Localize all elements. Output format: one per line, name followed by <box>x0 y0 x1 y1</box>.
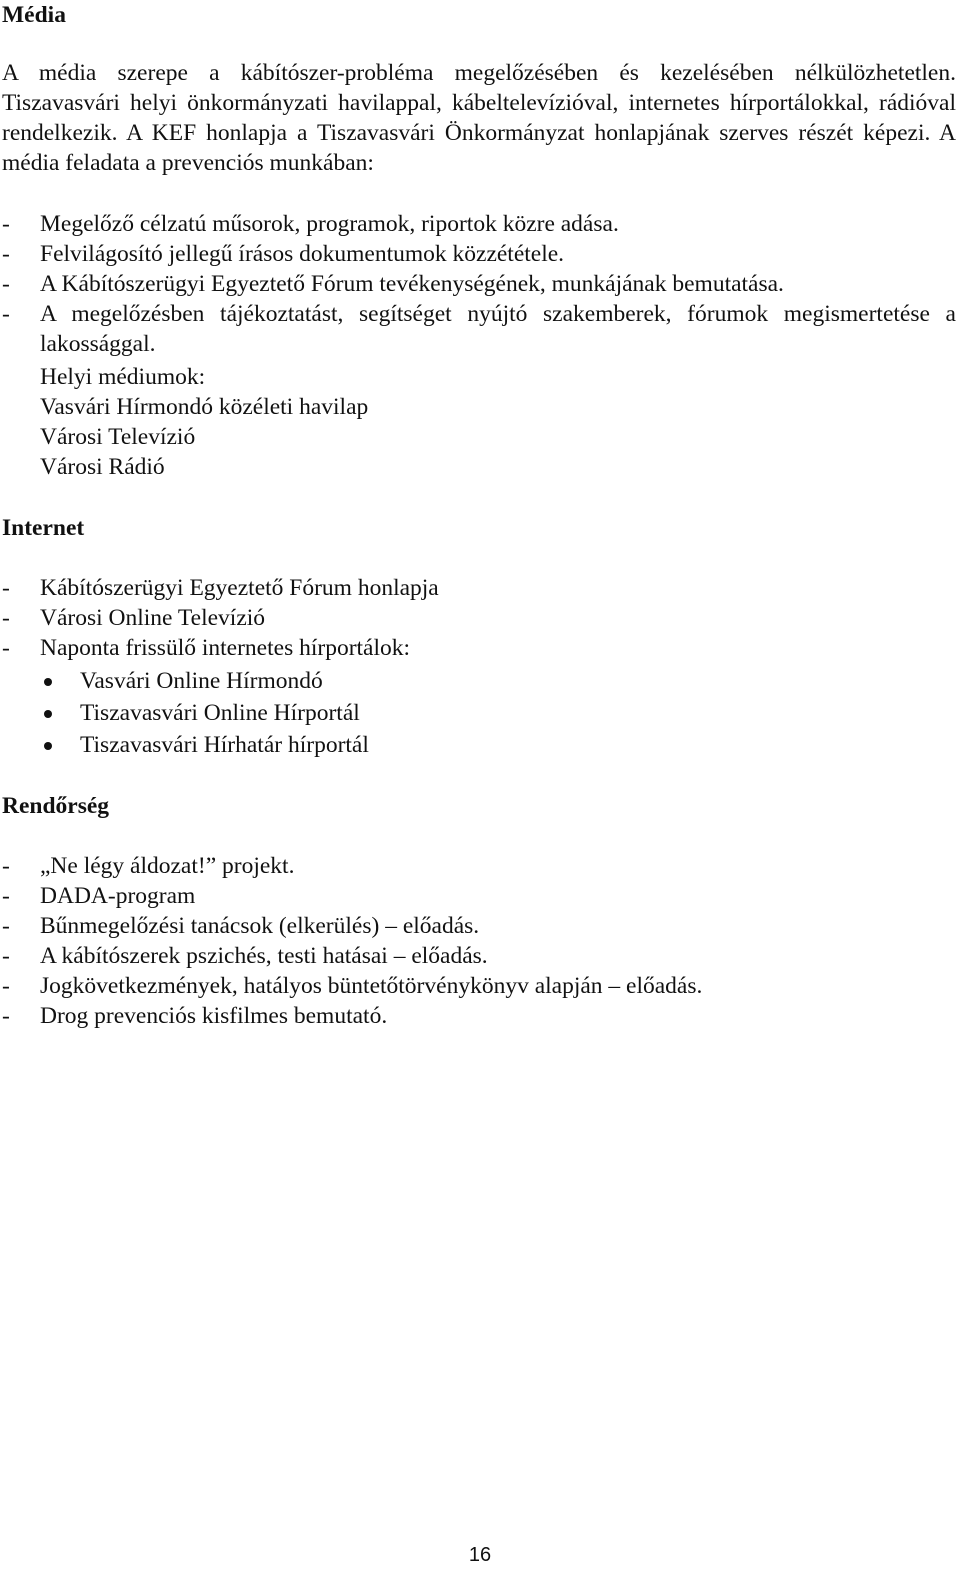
list-item: - Bűnmegelőzési tanácsok (elkerülés) – előadás. <box>2 911 956 941</box>
list-item: - „Ne légy áldozat!” projekt. <box>2 851 956 881</box>
list-item: - Felvilágosító jellegű írásos dokumentumok közzététele. <box>2 239 956 269</box>
list-item: Tiszavasvári Online Hírportál <box>2 697 369 729</box>
list-item: Városi Rádió <box>40 454 165 480</box>
media-intro-paragraph: A média szerepe a kábítószer-probléma megelőzésében és kezelésében nélkülözhetetlen. Tiszavasvári helyi önkormányzati havilappal, kábeltelevízióval, internetes hírportálokkal, rádióval rendelkezik. A KEF honlapja a Tiszavasvári Önkormányzat honlapjának szerves részét képezi. A média feladata a prevenciós munkában: <box>2 60 956 176</box>
local-media-block <box>40 362 368 482</box>
list-item: - A kábítószerek pszichés, testi hatásai – előadás. <box>2 941 956 971</box>
list-item: - Naponta frissülő internetes hírportálok: <box>2 633 956 663</box>
list-item: - A megelőzésben tájékoztatást, segítséget nyújtó szakemberek, fórumok megismertetése a lakossággal. <box>2 299 956 359</box>
list-item: - DADA-program <box>2 881 956 911</box>
list-item: Városi Televízió <box>40 424 196 450</box>
local-media-label: Helyi médiumok: <box>40 364 206 390</box>
list-item: Vasvári Online Hírmondó <box>2 665 369 697</box>
internet-list <box>2 573 956 663</box>
section-heading-media: Média <box>2 2 66 28</box>
list-item: Vasvári Hírmondó közéleti havilap <box>40 394 369 420</box>
list-item: - Kábítószerügyi Egyeztető Fórum honlapja <box>2 573 956 603</box>
list-item: - A Kábítószerügyi Egyeztető Fórum tevékenységének, munkájának bemutatása. <box>2 269 956 299</box>
section-heading-police: Rendőrség <box>2 793 110 819</box>
list-item: - Jogkövetkezmények, hatályos büntetőtörvénykönyv alapján – előadás. <box>2 971 956 1001</box>
page-number: 16 <box>468 1544 492 1566</box>
list-item: - Megelőző célzatú műsorok, programok, riportok közre adása. <box>2 209 956 239</box>
police-list <box>2 851 956 1031</box>
list-item: - Városi Online Televízió <box>2 603 956 633</box>
media-tasks-list <box>2 209 956 359</box>
portal-bullet-list <box>2 665 369 761</box>
list-item: Tiszavasvári Hírhatár hírportál <box>2 729 369 761</box>
section-heading-internet: Internet <box>2 515 85 541</box>
list-item: - Drog prevenciós kisfilmes bemutató. <box>2 1001 956 1031</box>
